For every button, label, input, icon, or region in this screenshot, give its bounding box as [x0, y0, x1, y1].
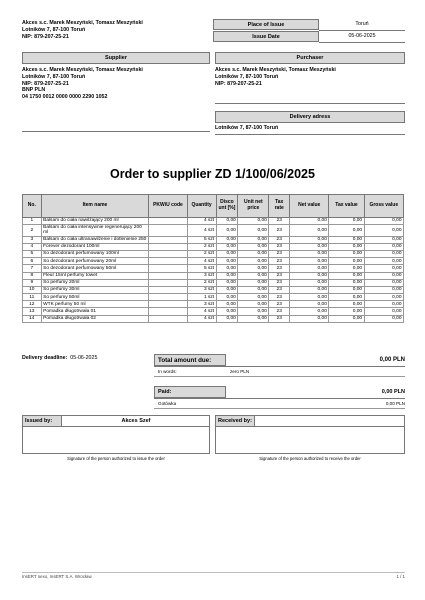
table-cell [149, 315, 187, 322]
issued-signature-box [22, 426, 210, 454]
table-row [23, 243, 404, 250]
purchaser-nip: NIP: 879-207-25-21 [215, 80, 262, 87]
table-cell: 0,00 [364, 308, 403, 315]
col-header: PKWiU code [149, 195, 187, 218]
issue-date-value: 05-06-2025 [348, 33, 376, 39]
table-cell: 23 [269, 250, 290, 257]
table-cell: 6 [23, 258, 42, 265]
col-header: Gross value [364, 195, 403, 218]
table-cell: 3 szt [187, 286, 216, 293]
table-cell: So perfumy 20ml [41, 279, 149, 286]
table-cell: 5 szt [187, 265, 216, 272]
table-cell: 0,00 [216, 286, 238, 293]
table-cell: 8 [23, 272, 42, 279]
table-cell: 0,00 [364, 218, 403, 225]
cash-label: Gotówka [158, 401, 177, 406]
table-row [23, 308, 404, 315]
table-cell: 0,00 [364, 315, 403, 322]
table-cell: 0,00 [216, 279, 238, 286]
supplier-header: Supplier [22, 52, 210, 64]
seller-block [22, 20, 143, 40]
footer-page-number: 1 / 1 [396, 574, 405, 579]
table-cell: 0,00 [364, 286, 403, 293]
table-cell: 0,00 [329, 279, 364, 286]
purchaser-block [215, 67, 336, 87]
table-cell: So perfumy 50ml [41, 294, 149, 301]
table-cell: 0,00 [238, 243, 269, 250]
table-cell: 0,00 [290, 272, 329, 279]
table-cell: 0,00 [329, 301, 364, 308]
received-by-label: Received by: [215, 415, 255, 427]
table-cell: 0,00 [329, 315, 364, 322]
table-cell: 0,00 [216, 315, 238, 322]
table-cell: 23 [269, 294, 290, 301]
table-cell [149, 286, 187, 293]
total-due-label: Total amount due: [154, 354, 226, 366]
table-cell: 0,00 [364, 236, 403, 243]
table-cell: 0,00 [364, 265, 403, 272]
table-cell: 0,00 [329, 218, 364, 225]
table-cell: 0,00 [238, 308, 269, 315]
place-of-issue-value: Toruń [355, 21, 369, 27]
table-cell: 4 szt [187, 258, 216, 265]
table-cell: 0,00 [290, 258, 329, 265]
items-table [22, 194, 404, 323]
table-cell: 0,00 [238, 250, 269, 257]
issued-by-label: Issued by: [22, 415, 62, 427]
table-cell: 4 szt [187, 218, 216, 225]
table-cell: 0,00 [290, 243, 329, 250]
table-cell: 0,00 [364, 243, 403, 250]
issued-by-value: Akces Szef [121, 418, 151, 424]
table-cell [149, 308, 187, 315]
table-cell: 0,00 [238, 258, 269, 265]
table-cell: 23 [269, 265, 290, 272]
table-cell: 0,00 [238, 294, 269, 301]
table-cell: 23 [269, 286, 290, 293]
issue-info [213, 19, 405, 42]
table-cell: 23 [269, 218, 290, 225]
table-cell [149, 225, 187, 236]
table-cell: 0,00 [238, 286, 269, 293]
table-cell: 0,00 [238, 315, 269, 322]
table-cell: 0,00 [329, 236, 364, 243]
issue-date-label: Issue Date [213, 31, 319, 42]
table-row [23, 225, 404, 236]
col-header: Tax value [329, 195, 364, 218]
table-cell: 1 [23, 218, 42, 225]
table-cell: 23 [269, 308, 290, 315]
footer-software: InsERT nexo, InsERT S.A. Wrocław [22, 574, 92, 579]
deadline-label: Delivery deadline: [22, 355, 68, 361]
table-cell: 0,00 [329, 225, 364, 236]
table-cell: 0,00 [364, 225, 403, 236]
table-cell: 1 szt [187, 294, 216, 301]
table-cell: 23 [269, 243, 290, 250]
table-cell: 0,00 [329, 272, 364, 279]
purchaser-header: Purchaser [215, 52, 405, 64]
table-cell: 0,00 [238, 279, 269, 286]
col-header: Disco unt [%] [216, 195, 238, 218]
table-cell: 0,00 [216, 218, 238, 225]
table-cell: 0,00 [364, 272, 403, 279]
table-cell: 2 szt [187, 279, 216, 286]
seller-name: Akces s.c. Marek Meszyński, Tomasz Meszyński [22, 20, 143, 26]
delivery-header: Delivery adress [215, 111, 405, 123]
table-cell: 4 szt [187, 308, 216, 315]
table-row [23, 218, 404, 225]
table-cell: 0,00 [290, 225, 329, 236]
col-header: Tax rate [269, 195, 290, 218]
table-cell: 0,00 [364, 294, 403, 301]
paid-label: Paid: [154, 386, 226, 398]
table-row [23, 279, 404, 286]
deadline-value: 05-06-2025 [70, 355, 98, 361]
table-cell: 11 [23, 294, 42, 301]
table-cell: 0,00 [216, 265, 238, 272]
table-cell: 2 [23, 225, 42, 236]
received-signature-caption: Signature of the person authorized to receive the order [259, 456, 361, 461]
table-cell: 3 szt [187, 301, 216, 308]
items-header-row [23, 195, 404, 218]
table-cell [149, 301, 187, 308]
table-cell: 0,00 [216, 308, 238, 315]
table-cell: 4 [23, 243, 42, 250]
table-cell: 0,00 [329, 294, 364, 301]
table-row [23, 258, 404, 265]
table-cell: 0,00 [290, 236, 329, 243]
seller-nip: NIP: 879-207-25-21 [22, 33, 69, 40]
items-body [23, 218, 404, 323]
table-cell: Pomadka długotrwała 01 [41, 308, 149, 315]
table-cell: 0,00 [290, 279, 329, 286]
in-words-label: In words: [158, 369, 177, 374]
table-row [23, 294, 404, 301]
table-row [23, 286, 404, 293]
table-cell: 4 szt [187, 315, 216, 322]
table-cell [149, 294, 187, 301]
supplier-nip: NIP: 879-207-25-21 [22, 80, 69, 87]
received-signature-box [215, 426, 405, 454]
table-cell [149, 218, 187, 225]
total-due-value: 0,00 PLN [379, 357, 405, 363]
table-cell: 0,00 [364, 250, 403, 257]
table-cell: 0,00 [238, 265, 269, 272]
table-cell: 0,00 [290, 294, 329, 301]
table-cell: 0,00 [216, 236, 238, 243]
supplier-address: Lotników 7, 87-100 Toruń [22, 73, 86, 80]
table-cell: 0,00 [290, 265, 329, 272]
table-cell: 23 [269, 258, 290, 265]
purchaser-address: Lotników 7, 87-100 Toruń [215, 73, 279, 80]
table-cell: 0,00 [290, 301, 329, 308]
table-cell: 0,00 [216, 250, 238, 257]
table-cell: Balsam do ciała intensywnie regenerujący 200 ml [41, 225, 149, 236]
table-cell: Balsam do ciała nawilżający 200 ml [41, 218, 149, 225]
table-cell: 14 [23, 315, 42, 322]
table-cell: 10 [23, 286, 42, 293]
supplier-name: Akces s.c. Marek Meszyński, Tomasz Meszyński [22, 67, 143, 73]
table-cell: 5 szt [187, 236, 216, 243]
paid-value: 0,00 PLN [381, 389, 405, 395]
table-cell: 0,00 [238, 218, 269, 225]
col-header: Net value [290, 195, 329, 218]
table-cell: 0,00 [329, 265, 364, 272]
table-cell: 0,00 [364, 258, 403, 265]
table-cell: 5 [23, 250, 42, 257]
table-cell: 0,00 [329, 286, 364, 293]
delivery-deadline [22, 355, 97, 362]
table-cell: 0,00 [329, 258, 364, 265]
table-cell: 0,00 [290, 286, 329, 293]
table-cell: 0,00 [364, 279, 403, 286]
table-row [23, 236, 404, 243]
table-cell: 0,00 [216, 294, 238, 301]
table-cell: WTK perfumy 50 ml [41, 301, 149, 308]
cash-value: 0,00 PLN [385, 401, 405, 406]
table-cell: 0,00 [329, 308, 364, 315]
purchaser-name: Akces s.c. Marek Meszyński, Tomasz Meszyński [215, 67, 336, 73]
table-cell: 0,00 [290, 250, 329, 257]
table-cell: 0,00 [238, 272, 269, 279]
table-cell [149, 258, 187, 265]
col-header: Item name [41, 195, 149, 218]
table-cell: 0,00 [238, 225, 269, 236]
table-cell [149, 236, 187, 243]
table-cell: So dezodorant perfumowany 100ml [41, 250, 149, 257]
table-cell: 0,00 [216, 225, 238, 236]
table-row [23, 272, 404, 279]
table-cell: 0,00 [290, 315, 329, 322]
supplier-bank: BNP PLN [22, 87, 46, 94]
table-cell: 4 szt [187, 225, 216, 236]
table-row [23, 315, 404, 322]
table-cell: 2 szt [187, 243, 216, 250]
table-cell: So perfumy 30ml [41, 286, 149, 293]
table-cell: 13 [23, 308, 42, 315]
table-cell: 9 [23, 279, 42, 286]
col-header: Quantity [187, 195, 216, 218]
table-cell: 3 [23, 236, 42, 243]
delivery-address: Lotników 7, 87-100 Toruń [215, 125, 279, 131]
table-cell: So dezodorant perfumowany 20ml [41, 258, 149, 265]
table-cell [149, 250, 187, 257]
table-cell: 23 [269, 279, 290, 286]
table-cell: 12 [23, 301, 42, 308]
table-cell: Pomadka długotrwała 02 [41, 315, 149, 322]
table-cell: Balsam do ciała ultranawilżenie i dotlenienie 250 [41, 236, 149, 243]
col-header: No. [23, 195, 42, 218]
table-cell: 0,00 [329, 243, 364, 250]
table-cell: 0,00 [216, 258, 238, 265]
table-cell [149, 243, 187, 250]
table-cell: 0,00 [364, 301, 403, 308]
order-title: Order to supplier ZD 1/100/06/2025 [110, 167, 315, 181]
col-header: Unit net price [238, 195, 269, 218]
table-cell: Fleur 15ml perfumy towet [41, 272, 149, 279]
table-cell: 0,00 [216, 301, 238, 308]
table-cell: 3 szt [187, 272, 216, 279]
table-cell: 2 szt [187, 250, 216, 257]
table-cell: 0,00 [290, 218, 329, 225]
issued-signature-caption: Signature of the person authorized to issue the order [67, 456, 165, 461]
table-cell: 0,00 [216, 272, 238, 279]
table-cell: 0,00 [216, 243, 238, 250]
table-cell: 23 [269, 225, 290, 236]
table-row [23, 265, 404, 272]
table-cell: 23 [269, 301, 290, 308]
table-cell: 23 [269, 272, 290, 279]
table-row [23, 250, 404, 257]
table-cell: 23 [269, 236, 290, 243]
table-cell: 7 [23, 265, 42, 272]
table-cell [149, 279, 187, 286]
supplier-block [22, 67, 143, 101]
supplier-account: 04 1750 0012 0000 0000 2290 1052 [22, 94, 108, 101]
table-cell [149, 265, 187, 272]
table-cell: So dezodorant perfumowany 50ml [41, 265, 149, 272]
table-cell: 0,00 [238, 301, 269, 308]
table-cell: 0,00 [290, 308, 329, 315]
seller-address: Lotników 7, 87-100 Toruń [22, 26, 86, 33]
table-cell: 23 [269, 315, 290, 322]
totals-block [154, 354, 405, 409]
table-row [23, 301, 404, 308]
place-of-issue-label: Place of Issue [213, 19, 319, 30]
in-words-value: zero PLN [230, 369, 250, 374]
table-cell: 0,00 [329, 250, 364, 257]
table-cell: 0,00 [238, 236, 269, 243]
table-cell: Forever dezodorant 100ml [41, 243, 149, 250]
table-cell [149, 272, 187, 279]
